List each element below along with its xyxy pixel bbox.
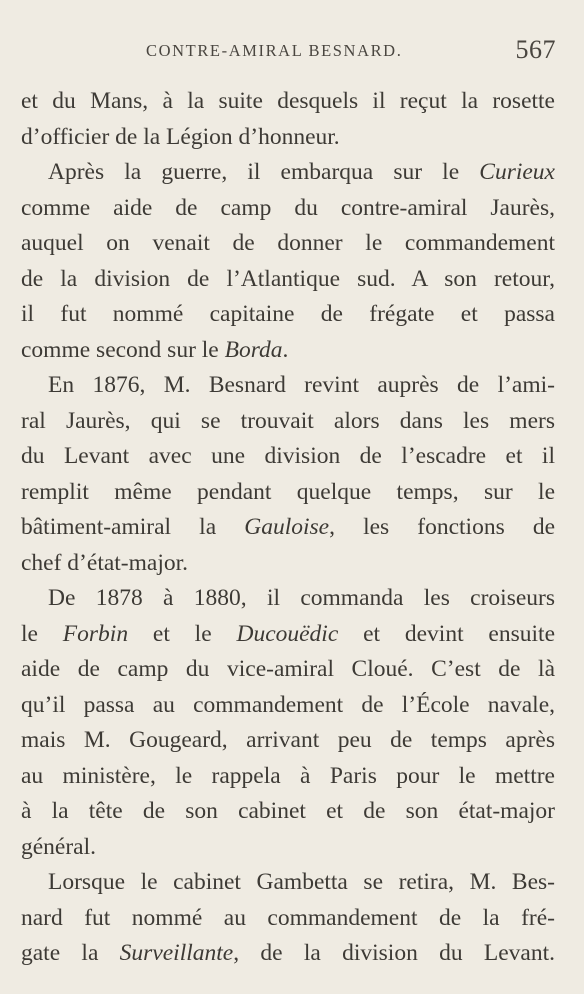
text-line bbox=[21, 84, 555, 120]
text-run: et du Mans, à la suite desquels il reçut la rosette bbox=[21, 88, 555, 114]
text-line bbox=[21, 191, 555, 227]
text-line bbox=[21, 617, 555, 653]
text-line bbox=[21, 155, 555, 191]
text-run: à la tête de son cabinet et de son état-major bbox=[21, 798, 555, 824]
text-run: le bbox=[21, 620, 63, 647]
text-run: bâtiment-amiral la bbox=[21, 514, 245, 540]
ship-name: Forbin bbox=[62, 620, 129, 647]
text-line bbox=[21, 865, 555, 901]
text-run: auquel on venait de donner le commandement bbox=[21, 230, 555, 256]
text-line bbox=[21, 759, 555, 795]
text-run: comme second sur le bbox=[21, 336, 225, 363]
text-run: au ministère, le rappela à Paris pour le mettre bbox=[21, 762, 555, 789]
text-line bbox=[21, 830, 555, 866]
text-run: comme aide de camp du contre-amiral Jaurès, bbox=[21, 194, 555, 221]
text-line bbox=[21, 120, 555, 156]
page-number: 567 bbox=[515, 35, 556, 64]
text-run: ral Jaurès, qui se trouvait alors dans les mers bbox=[21, 407, 555, 434]
text-run: , de la division du Levant. bbox=[233, 940, 555, 966]
body-text bbox=[21, 84, 555, 972]
text-line bbox=[21, 794, 555, 830]
text-run: , les fonctions de bbox=[329, 514, 555, 540]
text-line bbox=[21, 404, 555, 440]
text-run: qu’il passa au commandement de l’École navale, bbox=[21, 691, 555, 718]
text-line bbox=[21, 333, 555, 369]
running-title: CONTRE-AMIRAL BESNARD. bbox=[146, 41, 403, 60]
text-run: et le bbox=[128, 620, 237, 647]
text-line bbox=[21, 297, 555, 333]
text-run: il fut nommé capitaine de frégate et passa bbox=[21, 301, 555, 327]
running-header bbox=[0, 35, 584, 70]
text-run: En 1876, M. Besnard revint auprès de l’ami- bbox=[48, 372, 555, 398]
text-run: Lorsque le cabinet Gambetta se retira, M. Bes- bbox=[48, 869, 555, 895]
text-line bbox=[21, 652, 555, 688]
text-line bbox=[21, 546, 555, 582]
text-run: et devint ensuite bbox=[338, 620, 555, 647]
text-run: général. bbox=[21, 833, 97, 860]
text-line bbox=[21, 723, 555, 759]
ship-name: Gauloise bbox=[244, 514, 330, 540]
ship-name: Curieux bbox=[479, 159, 555, 185]
text-run: mais M. Gougeard, arrivant peu de temps après bbox=[21, 727, 555, 753]
text-line bbox=[21, 439, 555, 475]
text-run: aide de camp du vice-amiral Cloué. C’est de là bbox=[21, 656, 555, 682]
text-run: du Levant avec une division de l’escadre et il bbox=[21, 443, 555, 469]
text-run: . bbox=[282, 336, 289, 363]
text-run: nard fut nommé au commandement de la fré- bbox=[21, 904, 555, 931]
text-line bbox=[21, 936, 555, 972]
text-line bbox=[21, 510, 555, 546]
text-run: de la division de l’Atlantique sud. A son retour, bbox=[21, 265, 555, 292]
text-run: De 1878 à 1880, il commanda les croiseurs bbox=[48, 585, 555, 611]
text-line bbox=[21, 475, 555, 511]
text-line bbox=[21, 226, 555, 262]
text-line bbox=[21, 368, 555, 404]
ship-name: Surveillante bbox=[119, 940, 234, 966]
text-run: Après la guerre, il embarqua sur le bbox=[48, 159, 480, 185]
text-line bbox=[21, 901, 555, 937]
text-run: remplit même pendant quelque temps, sur le bbox=[21, 478, 555, 505]
ship-name: Borda bbox=[224, 336, 283, 363]
text-line bbox=[21, 262, 555, 298]
text-line bbox=[21, 581, 555, 617]
text-run: d’officier de la Légion d’honneur. bbox=[21, 123, 340, 150]
ship-name: Ducouëdic bbox=[236, 620, 339, 647]
text-run: gate la bbox=[21, 940, 120, 966]
text-run: chef d’état-major. bbox=[21, 549, 189, 576]
text-line bbox=[21, 688, 555, 724]
